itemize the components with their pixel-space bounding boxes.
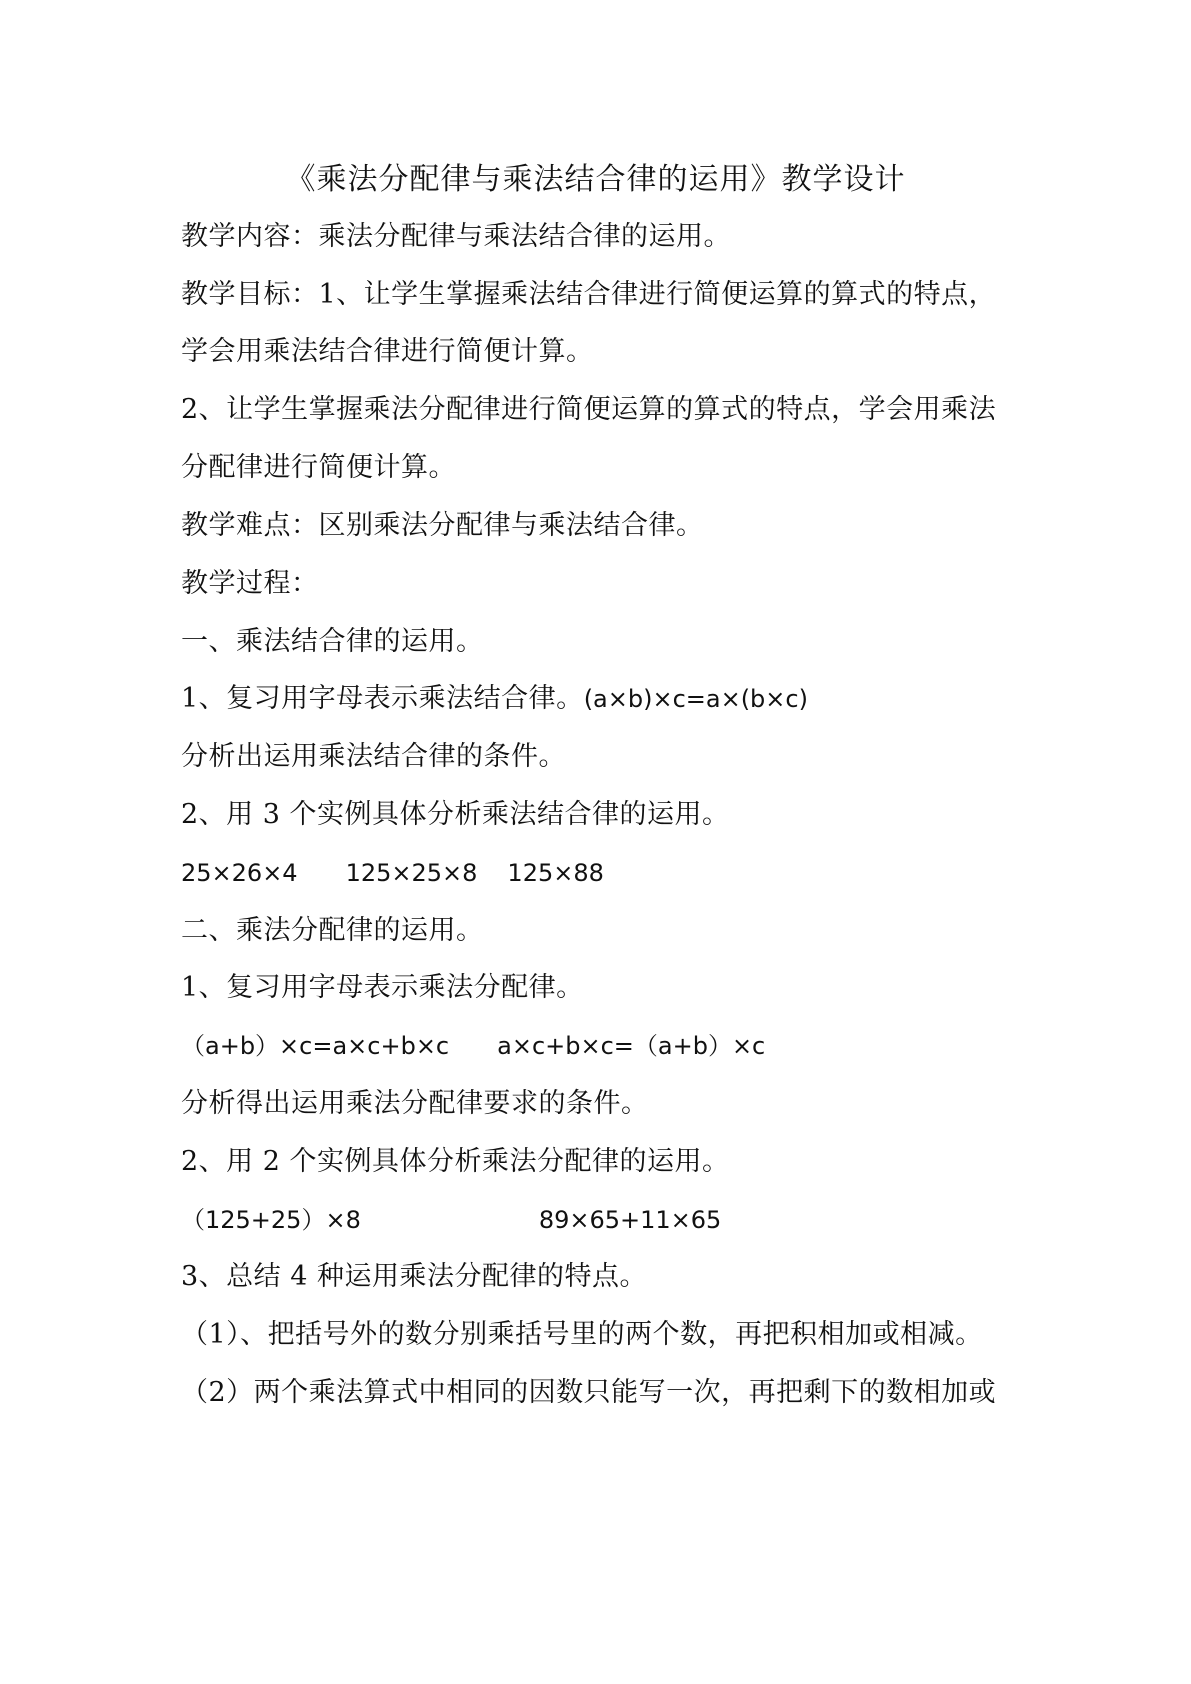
section-1-examples <box>181 854 604 892</box>
teaching-objective-line-4: 分配律进行简便计算。 <box>181 452 456 483</box>
example-2: 125×25×8 <box>345 859 478 887</box>
teaching-difficulty-line: 教学难点：区别乘法分配律与乘法结合律。 <box>181 510 704 541</box>
teaching-content-line: 教学内容：乘法分配律与乘法结合律的运用。 <box>181 221 731 252</box>
distributive-formula-1: （a+b）×c=a×c+b×c <box>181 1032 450 1060</box>
section-1-item-2: 2、用 3 个实例具体分析乘法结合律的运用。 <box>181 799 730 830</box>
section-1-item-1-text: 1、复习用字母表示乘法结合律。 <box>181 683 584 714</box>
section-2-item-3: 3、总结 4 种运用乘法分配律的特点。 <box>181 1261 648 1292</box>
example-5: 89×65+11×65 <box>538 1206 722 1234</box>
teaching-objective-line-2: 学会用乘法结合律进行简便计算。 <box>181 336 594 367</box>
example-3: 125×88 <box>507 859 604 887</box>
example-4: （125+25）×8 <box>181 1206 361 1234</box>
document-title: 《乘法分配律与乘法结合律的运用》教学设计 <box>285 162 906 197</box>
summary-point-2: （2）两个乘法算式中相同的因数只能写一次，再把剩下的数相加或 <box>181 1377 997 1408</box>
section-1-analysis: 分析出运用乘法结合律的条件。 <box>181 741 566 772</box>
section-1-heading: 一、乘法结合律的运用。 <box>181 626 484 657</box>
teaching-objective-line-3: 2、让学生掌握乘法分配律进行简便运算的算式的特点，学会用乘法 <box>181 394 997 425</box>
teaching-process-heading: 教学过程： <box>181 568 319 599</box>
associative-law-formula: (a×b)×c=a×(b×c) <box>583 685 808 713</box>
distributive-formula-2: a×c+b×c=（a+b）×c <box>497 1032 766 1060</box>
section-1-item-1 <box>181 680 808 718</box>
example-1: 25×26×4 <box>181 859 298 887</box>
section-2-item-2: 2、用 2 个实例具体分析乘法分配律的运用。 <box>181 1146 730 1177</box>
teaching-objective-line-1: 教学目标：1、让学生掌握乘法结合律进行简便运算的算式的特点， <box>181 279 997 310</box>
section-2-examples <box>181 1201 721 1239</box>
section-2-analysis: 分析得出运用乘法分配律要求的条件。 <box>181 1088 649 1119</box>
section-2-item-1: 1、复习用字母表示乘法分配律。 <box>181 972 584 1003</box>
distributive-law-formulas <box>181 1027 765 1065</box>
section-2-heading: 二、乘法分配律的运用。 <box>181 915 484 946</box>
summary-point-1: （1）、把括号外的数分别乘括号里的两个数，再把积相加或相减。 <box>181 1319 983 1350</box>
